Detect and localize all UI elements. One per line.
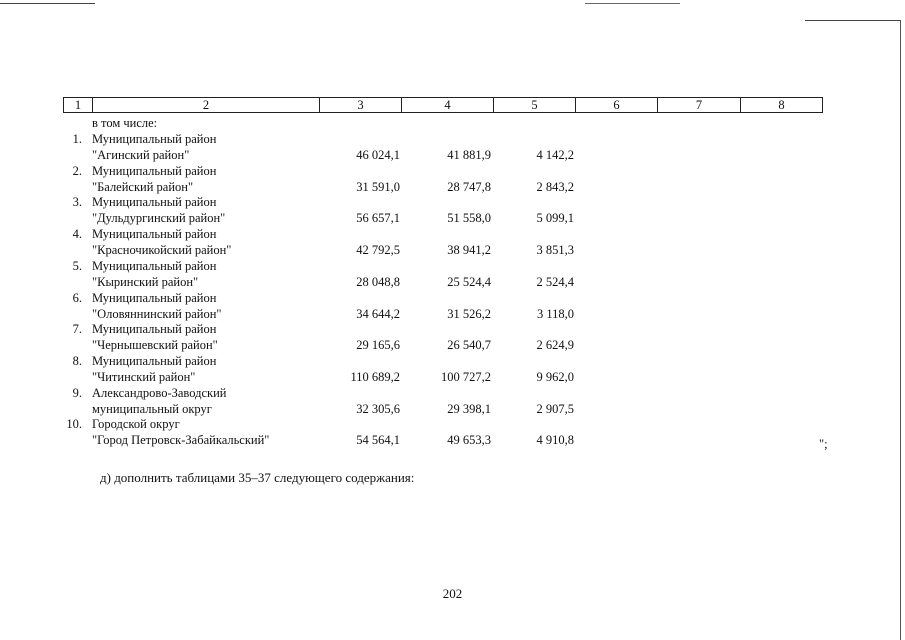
cell-col3: 29 165,6 <box>356 338 400 353</box>
page-number: 202 <box>442 586 463 601</box>
cell-col5: 3 851,3 <box>536 243 574 258</box>
header-cell: 8 <box>778 98 785 112</box>
row-name-line2: "Балейский район" <box>92 179 194 194</box>
cell-col5: 4 142,2 <box>536 148 574 162</box>
cell-col3: 54 564,1 <box>356 433 400 448</box>
cell-col5: 2 907,5 <box>536 401 574 416</box>
cell-col3: 31 591,0 <box>356 179 400 194</box>
row-number: 5. <box>72 258 82 273</box>
cell-col5: 3 118,0 <box>536 306 574 321</box>
row-name-line1: Муниципальный район <box>92 353 217 368</box>
header-cell: 3 <box>320 98 402 112</box>
row-number: 8. <box>72 353 82 368</box>
row-name-line2: "Чернышевский район" <box>92 338 218 353</box>
row-number: 4. <box>72 227 82 242</box>
row-name-line1: Муниципальный район <box>92 163 217 178</box>
row-name-line1: Александрово-Заводский <box>92 385 227 400</box>
cell-col3: 28 048,8 <box>356 274 400 289</box>
row-name-line1: Муниципальный район <box>92 227 217 242</box>
cell-col3: 42 792,5 <box>356 243 400 258</box>
cell-col3: 46 024,1 <box>356 148 400 162</box>
row-number: 7. <box>72 322 82 337</box>
cell-col4: 29 398,1 <box>447 401 491 416</box>
table-header <box>63 97 823 113</box>
row-number: 9. <box>72 385 82 400</box>
header-cell: 4 <box>402 98 494 112</box>
row-name-line1: Городской округ <box>92 417 180 432</box>
cell-col4: 25 524,4 <box>447 274 491 289</box>
cell-col5: 2 524,4 <box>536 274 574 289</box>
row-name-line2: "Оловяннинский район" <box>92 306 222 321</box>
row-name-line1: Муниципальный район <box>92 132 217 146</box>
header-cell: 1 <box>64 98 93 112</box>
row-name-line1: Муниципальный район <box>92 258 217 273</box>
cell-col5: 5 099,1 <box>536 211 574 226</box>
cell-col3: 32 305,6 <box>356 401 400 416</box>
header-cell: 5 <box>494 98 576 112</box>
cell-col4: 31 526,2 <box>447 306 491 321</box>
row-number: 2. <box>72 163 82 178</box>
cell-col4: 26 540,7 <box>447 338 491 353</box>
row-number: 1. <box>72 132 82 146</box>
row-number: 6. <box>72 290 82 305</box>
header-cell: 7 <box>658 98 741 112</box>
row-name-line2: "Город Петровск-Забайкальский" <box>92 433 270 448</box>
closing-quote: "; <box>819 437 828 451</box>
row-name-line1: Муниципальный район <box>92 322 217 337</box>
header-cell: 6 <box>576 98 658 112</box>
cell-col4: 49 653,3 <box>447 433 491 448</box>
cell-col4: 28 747,8 <box>447 179 491 194</box>
cell-col3: 56 657,1 <box>356 211 400 226</box>
cell-col4: 100 727,2 <box>441 369 491 384</box>
cell-col5: 2 843,2 <box>536 179 574 194</box>
cell-col4: 51 558,0 <box>447 211 491 226</box>
row-name-line1: Муниципальный район <box>92 195 217 210</box>
row-number: 10. <box>66 417 82 432</box>
header-cell: 2 <box>93 98 320 112</box>
row-name-line2: "Читинский район" <box>92 369 196 384</box>
cell-col3: 34 644,2 <box>356 306 400 321</box>
cell-col3: 110 689,2 <box>350 369 400 384</box>
cell-col5: 9 962,0 <box>536 369 574 384</box>
row-number: 3. <box>72 195 82 210</box>
row-name-line2: "Кыринский район" <box>92 274 199 289</box>
row-name-line2: "Дульдургинский район" <box>92 211 226 226</box>
cell-col4: 41 881,9 <box>447 148 491 162</box>
row-name-line2: "Красночикойский район" <box>92 243 232 258</box>
cell-col5: 2 624,9 <box>536 338 574 353</box>
amendment-text: д) дополнить таблицами 35–37 следующего содержания: <box>100 470 415 485</box>
cell-col5: 4 910,8 <box>536 433 574 448</box>
cell-col4: 38 941,2 <box>447 243 491 258</box>
table-subtitle: в том числе: <box>92 116 158 130</box>
row-name-line2: муниципальный округ <box>92 401 212 416</box>
row-name-line1: Муниципальный район <box>92 290 217 305</box>
row-name-line2: "Агинский район" <box>92 148 190 162</box>
